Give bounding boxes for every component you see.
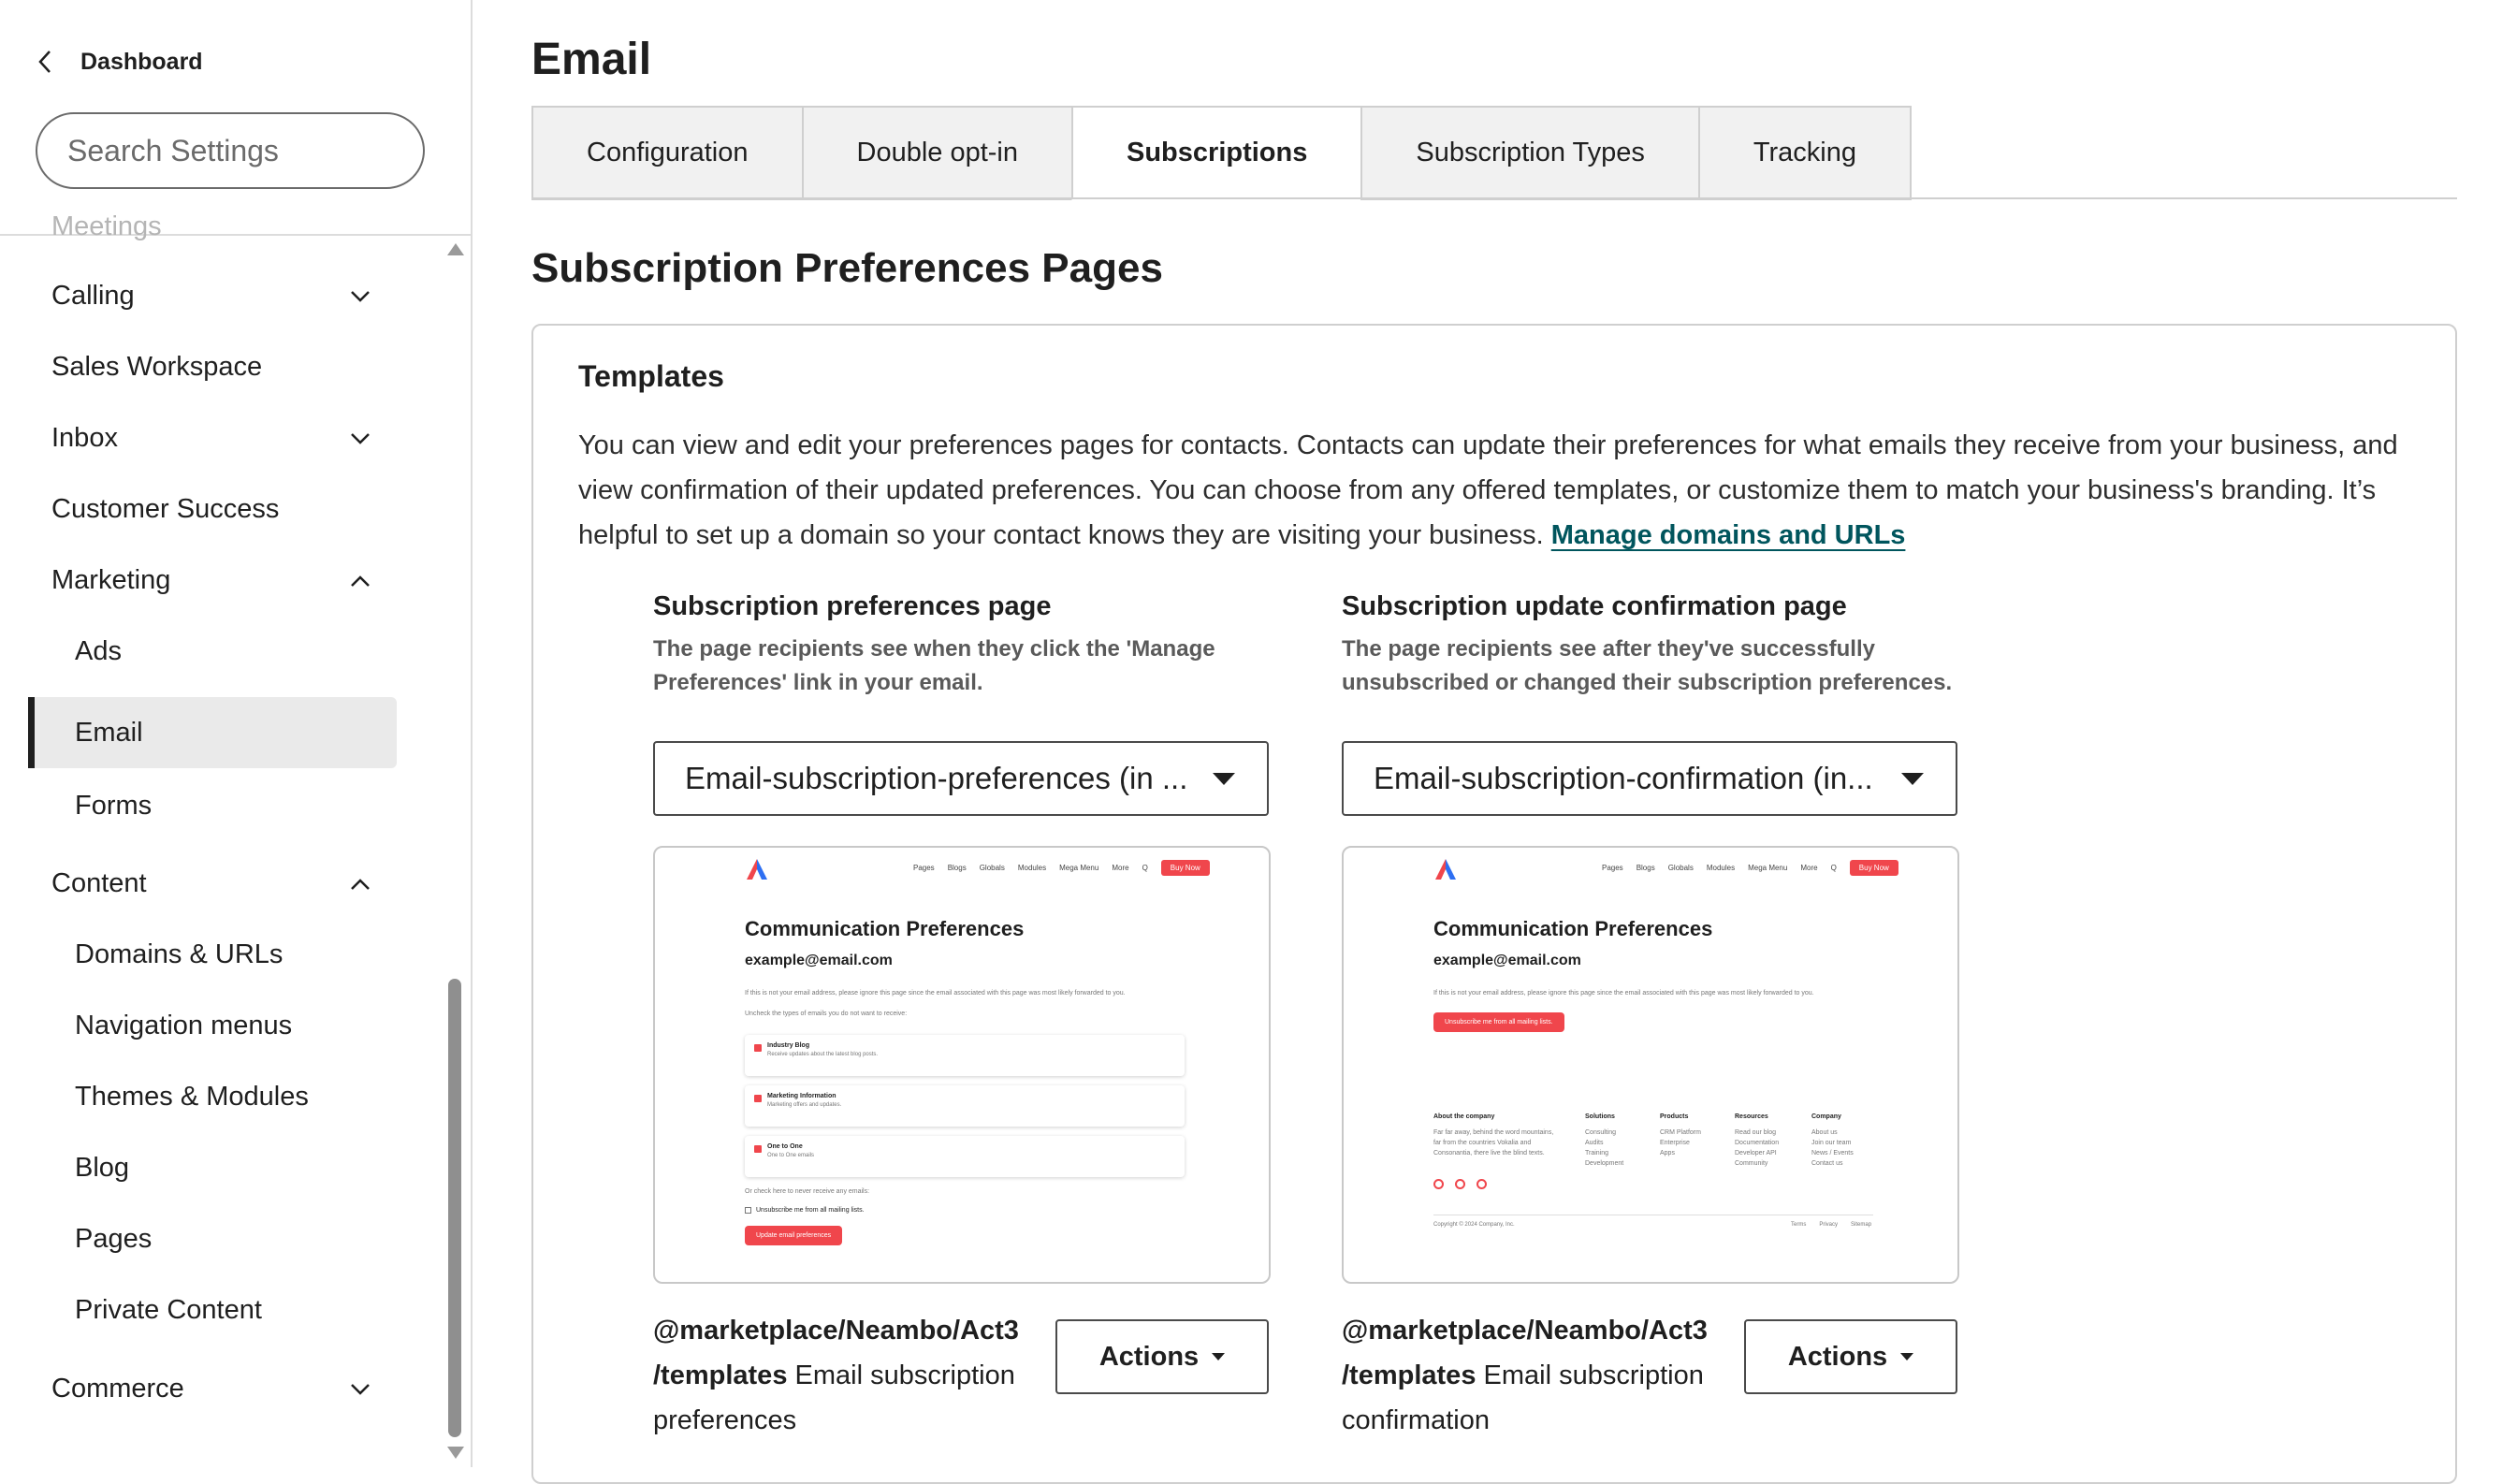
page-title: Email — [531, 35, 652, 84]
preview-uncheck-note: Uncheck the types of emails you do not want to receive: — [745, 1011, 908, 1017]
sidebar-item-ads[interactable] — [0, 616, 440, 687]
sidebar-item-label: Themes & Modules — [75, 1081, 309, 1112]
checkbox-empty-icon — [745, 1207, 751, 1214]
caret-down-icon — [1900, 1353, 1913, 1360]
confirmation-page-title: Subscription update confirmation page — [1342, 591, 1847, 621]
confirmation-page-preview[interactable] — [1342, 846, 1959, 1284]
section-title: Subscription Preferences Pages — [531, 245, 1163, 291]
tabs-divider — [531, 197, 2457, 199]
checkbox-checked-icon — [754, 1095, 762, 1102]
chevron-up-icon[interactable] — [346, 567, 374, 595]
preview-nav-item: Blogs — [947, 863, 967, 872]
sidebar-item-label: Email — [75, 717, 143, 748]
preview-footer-about — [1433, 1112, 1555, 1158]
preferences-actions-button[interactable] — [1055, 1319, 1269, 1394]
preview-nav-item: Mega Menu — [1059, 863, 1099, 872]
footer-link: Sitemap — [1851, 1222, 1872, 1228]
checkbox-checked-icon — [754, 1044, 762, 1052]
footer-col-item: CRM Platform — [1660, 1129, 1701, 1136]
sidebar-item-domains-urls[interactable] — [0, 919, 440, 990]
tab-tracking[interactable]: Tracking — [1698, 106, 1912, 200]
preview-nav — [1602, 859, 1898, 876]
sidebar-item-label: Sales Workspace — [51, 351, 263, 382]
footer-col-item: Audits — [1585, 1140, 1604, 1146]
preview-confirm-button: Unsubscribe me from all mailing lists. — [1433, 1012, 1564, 1032]
sidebar-item-label: Inbox — [51, 422, 118, 453]
chevron-up-icon[interactable] — [346, 870, 374, 898]
preview-nav-item: Globals — [979, 863, 1005, 872]
template-path-name: Email subscription confirmation — [1342, 1360, 1704, 1435]
preview-email: example@email.com — [745, 953, 893, 968]
preview-option-name: Marketing Information — [767, 1093, 836, 1099]
preview-footer-col — [1811, 1112, 1854, 1169]
sidebar-item-private-content[interactable] — [0, 1274, 440, 1346]
preferences-template-select[interactable] — [653, 741, 1269, 816]
chevron-left-icon — [36, 48, 54, 76]
sidebar-item-label: Forms — [75, 790, 153, 821]
template-path-name: Email subscription preferences — [653, 1360, 1015, 1435]
sidebar-item-pages[interactable] — [0, 1203, 440, 1274]
card-description-text: You can view and edit your preferences pages for contacts. Contacts can update their preferences for what emails they receive from your business, and view confirmation of their updated preferences. You can choose from any offered templates, or customize them to match your business's branding. It’s helpful to set up a domain so your contact knows they are visiting your business. — [578, 430, 2398, 550]
preferences-template-path — [653, 1308, 1055, 1443]
sidebar-item-navigation-menus[interactable] — [0, 990, 440, 1061]
sidebar-item-customer-success[interactable] — [0, 473, 440, 545]
preview-nav-item: More — [1800, 863, 1818, 872]
sidebar-item-label: Navigation menus — [75, 1010, 293, 1040]
preview-or-note: Or check here to never receive any emails: — [745, 1188, 870, 1195]
preview-option-desc: One to One emails — [767, 1153, 815, 1158]
preview-note: If this is not your email address, please ignore this page since the email associated with this page was most likely forwarded to you. — [745, 990, 1126, 997]
preview-nav-item: Modules — [1706, 863, 1736, 872]
templates-card — [531, 324, 2457, 1484]
sidebar-item-content[interactable] — [0, 848, 440, 919]
footer-col-item: Developer API — [1735, 1150, 1777, 1157]
template-path-bold: @marketplace/Neambo/Act3 /templates — [1342, 1316, 1708, 1390]
back-label: Dashboard — [80, 48, 203, 75]
sidebar-item-label: Marketing — [51, 564, 171, 595]
github-social-icon — [1476, 1179, 1487, 1189]
preview-copyright: Copyright © 2024 Company, Inc. — [1433, 1222, 1515, 1228]
confirmation-actions-button[interactable] — [1744, 1319, 1957, 1394]
preview-nav-item: More — [1112, 863, 1129, 872]
preferences-page-title: Subscription preferences page — [653, 591, 1052, 621]
sidebar-item-email[interactable] — [28, 697, 397, 768]
x-social-icon — [1433, 1179, 1444, 1189]
preview-nav-item: Mega Menu — [1748, 863, 1788, 872]
preview-buy-button: Buy Now — [1850, 860, 1898, 876]
preview-nav-item: Pages — [1602, 863, 1623, 872]
sidebar-scrollbar[interactable] — [444, 240, 465, 1467]
back-to-dashboard-link[interactable] — [36, 41, 203, 82]
actions-label: Actions — [1787, 1341, 1888, 1372]
preview-nav-item: Blogs — [1636, 863, 1655, 872]
chevron-down-icon[interactable] — [346, 283, 374, 311]
preview-option — [745, 1035, 1185, 1076]
card-title: Templates — [578, 359, 724, 393]
sidebar-nav — [0, 211, 440, 1467]
footer-link: Terms — [1791, 1222, 1807, 1228]
preview-update-button: Update email preferences — [745, 1226, 842, 1245]
footer-col-item: Consulting — [1585, 1129, 1617, 1136]
preview-heading: Communication Preferences — [745, 917, 1025, 940]
footer-col-item: Contact us — [1811, 1160, 1843, 1167]
sidebar-item-label: Ads — [75, 635, 122, 666]
main-content — [473, 0, 2502, 1467]
footer-link: Privacy — [1819, 1222, 1839, 1228]
sidebar-item-label: Content — [51, 867, 147, 898]
footer-col-title: Resources — [1735, 1113, 1768, 1120]
preview-option-name: One to One — [767, 1143, 803, 1150]
sidebar-item-meetings[interactable]: Meetings — [51, 211, 162, 241]
manage-domains-link[interactable]: Manage domains and URLs — [1550, 520, 1906, 550]
footer-col-item: Documentation — [1735, 1140, 1780, 1146]
footer-col-item: Read our blog — [1735, 1129, 1776, 1136]
preview-social-icons — [1433, 1179, 1487, 1189]
caret-down-icon — [1213, 773, 1235, 785]
actions-label: Actions — [1098, 1341, 1200, 1372]
brand-logo-icon — [745, 857, 769, 881]
select-value: Email-subscription-preferences (in ... — [685, 761, 1188, 795]
footer-col-item: Training — [1585, 1150, 1609, 1157]
sidebar-item-label: Customer Success — [51, 493, 280, 524]
footer-col-title: Company — [1811, 1113, 1841, 1120]
preview-nav-item: Globals — [1667, 863, 1694, 872]
chevron-down-icon[interactable] — [346, 425, 374, 453]
checkbox-checked-icon — [754, 1145, 762, 1153]
preview-heading: Communication Preferences — [1433, 917, 1713, 940]
caret-down-icon — [1212, 1353, 1225, 1360]
caret-down-icon — [1901, 773, 1924, 785]
footer-col-item: Apps — [1660, 1150, 1675, 1157]
preview-footer-links — [1791, 1222, 1871, 1228]
search-settings-input[interactable] — [67, 134, 460, 168]
confirmation-template-path — [1342, 1308, 1744, 1443]
preview-footer-col — [1585, 1112, 1623, 1169]
sidebar-item-label: Commerce — [51, 1373, 184, 1404]
brand-logo-icon — [1433, 857, 1458, 881]
sidebar-item-calling[interactable] — [0, 260, 440, 331]
preview-footer-col — [1660, 1112, 1701, 1158]
sidebar-item-inbox[interactable] — [0, 402, 440, 473]
card-description — [578, 423, 2431, 558]
sidebar-item-label: Domains & URLs — [75, 938, 284, 969]
preview-buy-button: Buy Now — [1161, 860, 1210, 876]
preview-nav-item: Q — [1830, 863, 1837, 872]
footer-col-item: News / Events — [1811, 1150, 1854, 1157]
sidebar-item-commerce[interactable] — [0, 1353, 440, 1424]
preview-footer-col — [1735, 1112, 1779, 1169]
sidebar-item-blog[interactable] — [0, 1132, 440, 1203]
tab-double-opt-in[interactable]: Double opt-in — [802, 106, 1072, 200]
scrollbar-thumb[interactable] — [448, 979, 461, 1437]
preferences-page-column — [653, 591, 1280, 1435]
sidebar-item-themes-modules[interactable] — [0, 1061, 440, 1132]
settings-sidebar — [0, 0, 473, 1467]
sidebar-item-label: Blog — [75, 1152, 130, 1183]
footer-col-item: Development — [1585, 1160, 1624, 1167]
confirmation-page-column — [1342, 591, 1969, 1435]
sidebar-item-label: Private Content — [75, 1294, 262, 1325]
preview-unsubscribe-row — [745, 1207, 865, 1214]
tab-configuration[interactable]: Configuration — [531, 106, 802, 200]
scroll-down-arrow-icon[interactable] — [447, 1447, 464, 1459]
preview-nav-item: Modules — [1017, 863, 1047, 872]
sidebar-item-sales-workspace[interactable] — [0, 331, 440, 402]
sidebar-item-marketing[interactable] — [0, 545, 440, 616]
preview-nav — [913, 859, 1210, 876]
chevron-down-icon[interactable] — [346, 1375, 374, 1404]
confirmation-template-select[interactable] — [1342, 741, 1957, 816]
preview-option — [745, 1085, 1185, 1127]
preview-option-desc: Marketing offers and updates. — [767, 1102, 842, 1108]
sidebar-item-label: Pages — [75, 1223, 153, 1254]
template-path-bold: @marketplace/Neambo/Act3 /templates — [653, 1316, 1019, 1390]
preview-email: example@email.com — [1433, 953, 1581, 968]
select-value: Email-subscription-confirmation (in... — [1374, 761, 1873, 795]
preview-option-desc: Receive updates about the latest blog posts. — [767, 1052, 879, 1057]
footer-col-title: Solutions — [1585, 1113, 1615, 1120]
preferences-page-subtitle: The page recipients see when they click the 'Manage Preferences' link in your email. — [653, 636, 1215, 695]
tab-subscriptions[interactable]: Subscriptions — [1071, 106, 1360, 200]
tab-subscription-types[interactable]: Subscription Types — [1360, 106, 1698, 200]
sidebar-item-label: Calling — [51, 280, 135, 311]
preview-option — [745, 1136, 1185, 1177]
preview-note: If this is not your email address, please ignore this page since the email associated with this page was most likely forwarded to you. — [1433, 990, 1814, 997]
footer-about-text: Far far away, behind the word mountains, far from the countries Vokalia and Consonantia, there live the blind texts. — [1433, 1129, 1554, 1157]
preview-unsubscribe-label: Unsubscribe me from all mailing lists. — [756, 1207, 865, 1214]
confirmation-page-subtitle: The page recipients see after they've successfully unsubscribed or changed their subscription preferences. — [1342, 636, 1953, 695]
search-settings-box — [36, 112, 425, 189]
settings-tabs — [531, 106, 1912, 200]
footer-col-title: Products — [1660, 1113, 1689, 1120]
footer-col-item: About us — [1811, 1129, 1838, 1136]
footer-col-item: Enterprise — [1660, 1140, 1690, 1146]
preview-nav-item: Pages — [913, 863, 935, 872]
footer-col-item: Join our team — [1811, 1140, 1852, 1146]
preview-nav-item: Q — [1142, 863, 1148, 872]
footer-about-title: About the company — [1433, 1113, 1495, 1120]
footer-col-item: Community — [1735, 1160, 1768, 1167]
preferences-page-preview[interactable] — [653, 846, 1271, 1284]
scroll-up-arrow-icon[interactable] — [447, 243, 464, 255]
sidebar-item-forms[interactable] — [0, 770, 440, 841]
preview-option-name: Industry Blog — [767, 1042, 810, 1049]
dribbble-social-icon — [1455, 1179, 1465, 1189]
